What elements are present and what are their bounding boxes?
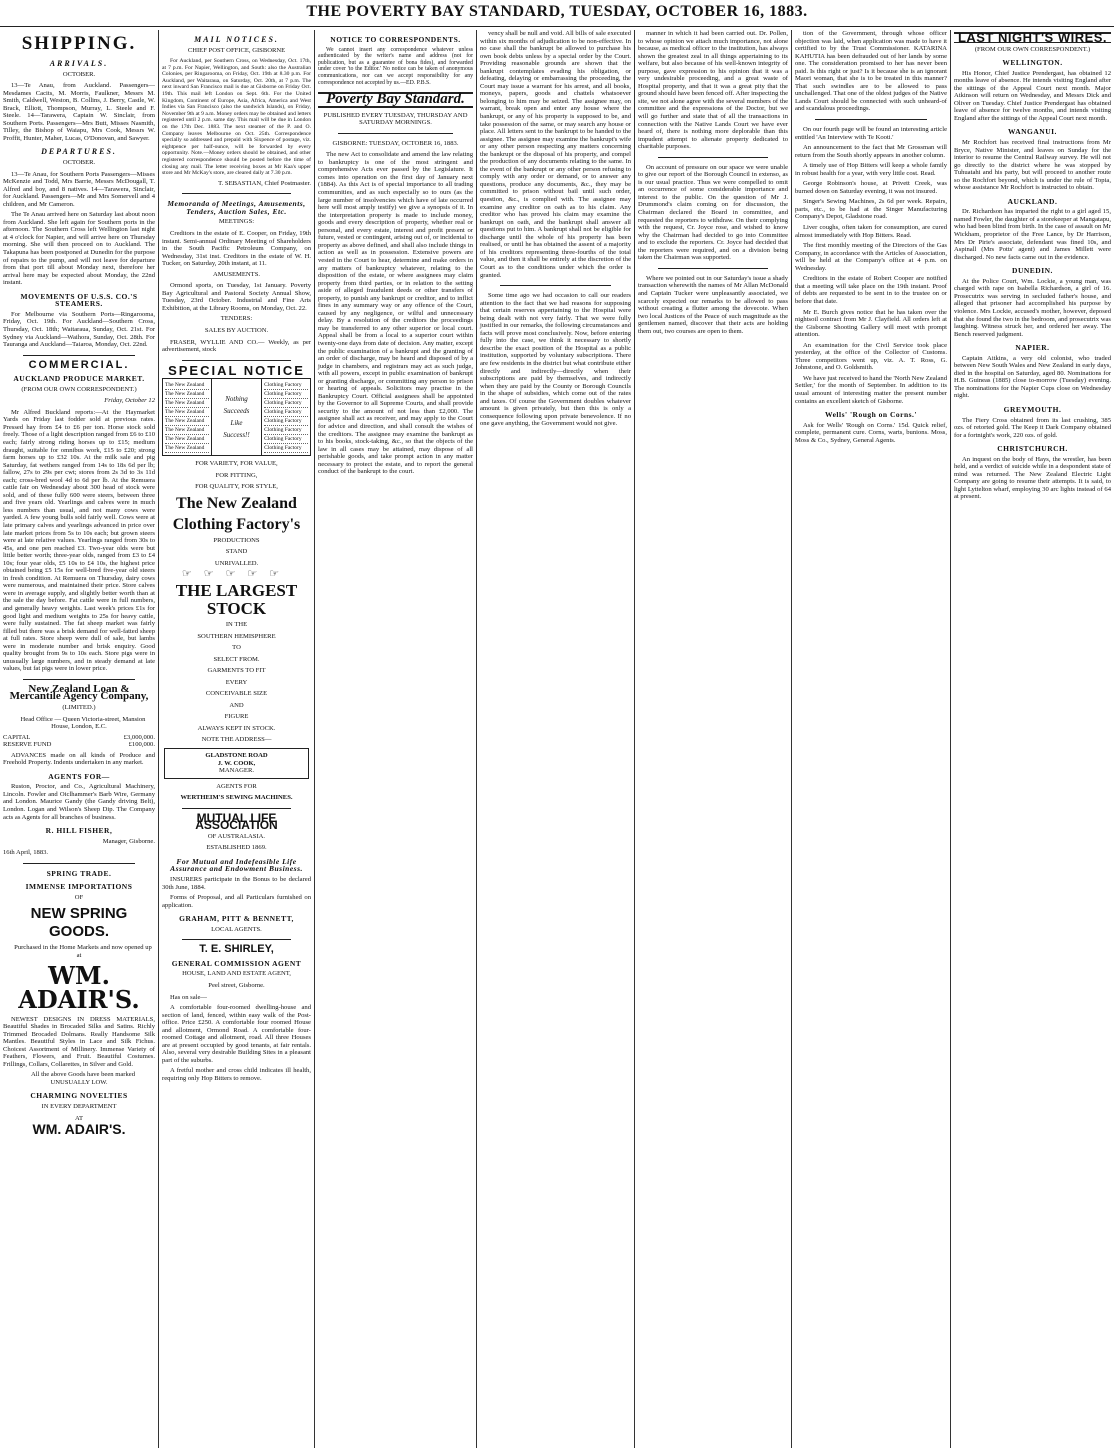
meetings-heading: MEETINGS: (218, 218, 255, 226)
shipping-heading: SHIPPING. (21, 33, 137, 54)
nz-middle (211, 379, 262, 455)
nz-right-item: Clothing Factory (264, 390, 308, 399)
productions: PRODUCTIONS (213, 536, 260, 544)
meetings-text: Creditors in the estate of E. Cooper, on Friday, 19th instant. Semi-annual Ordinary Meeting of Shareholders in the South Pacific Petroleum Company, on Wednesday, 31st inst. Creditors in the estate of W. H. Tucker, on Saturday, 20th instant, at 11. (162, 229, 311, 268)
every-dept: IN EVERY DEPARTMENT (41, 1102, 117, 1110)
stand: STAND (225, 548, 248, 556)
notice-correspondents-heading: NOTICE TO CORRESPONDENTS. (330, 35, 461, 44)
peel-street: Peel street, Gisborne. (208, 981, 265, 989)
auckland-text: Dr. Richardson has imparted the right to a girl aged 15, named Fowler, the daughter of a storekeeper at Mangatapu, who had been blind from birth. In the case of assault on Mr Wickham, proprietor of the Free Lance, by Dr Harrison, Mrs Dr Pirie's associate, defendant was fined 10s, and Aspinall (Mrs Potts' agent) and James Millett were discharged. No new facts came out in the evidence. (954, 208, 1111, 261)
loan-company-title: New Zealand Loan & Mercantile Agency Company, (9, 682, 149, 703)
departures-heading: DEPARTURES. (41, 147, 117, 157)
nz-right-item: Clothing Factory (264, 399, 308, 408)
unrivalled: UNRIVALLED. (214, 559, 259, 567)
departures-text: 13—Te Anau, for Southern Ports Passengers—Misses McKenzie and Todd, Mrs Barrie, Messrs McDougall, T. Alfred and boy, and 8 natives. 14—Tarawera, Sinclair, for Auckland. Passengers—Mr and Mrs Somervell and 4 children, and Mr Cameron. (3, 170, 155, 208)
news-item: A timely use of Hop Bitters will keep a whole family in robust health for a year, with very little cost. Read. (795, 162, 947, 177)
wires-source: (FROM OUR OWN CORRESPONDENT.) (974, 45, 1091, 53)
nz-right-item: Clothing Factory (264, 426, 308, 435)
arrivals-heading: ARRIVALS. (49, 59, 109, 68)
market-heading: AUCKLAND PRODUCE MARKET. (13, 374, 145, 384)
published-schedule: PUBLISHED EVERY TUESDAY, THURSDAY AND SATURDAY MORNINGS. (323, 111, 468, 127)
to-label: TO (232, 644, 241, 652)
nz-left-item: The New Zealand (165, 381, 209, 390)
notice-correspondents-text: We cannot insert any correspondence whatever unless authenticated by the writer's name and address (not for publication, but as a guarantee of bona fides), and forwarded under cover 'to the Editor.' No notice can be taken of anonymous communications, nor can we accept responsibility for any correspondence not accepted by us.—ED. P.B.S. (318, 46, 473, 86)
house-land: HOUSE, LAND AND ESTATE AGENT, (182, 970, 291, 978)
manager-label: MANAGER. (219, 767, 254, 775)
southern-hemisphere: SOUTHERN HEMISPHERE (197, 632, 276, 640)
sales-heading: SALES BY AUCTION. (204, 326, 269, 334)
nz-right-list (262, 379, 310, 455)
nz-right-item: Clothing Factory (264, 435, 308, 444)
garments-to-fit: GARMENTS TO FIT (207, 667, 266, 675)
divider (500, 285, 611, 286)
capital-value: £3,000,000. (123, 733, 155, 741)
fisher-role: Manager, Gisborne. (102, 837, 155, 845)
bankruptcy-text: vency shall be null and void. All bills of sale executed within six months of adjudication to be non-effective. In no case shall the bankrupt be allowed to purchase his own book debts unless by a special order by the Court. Providing reasonable grounds are shown that the bankrupt contemplates evading his obligation, or defeating, delaying or embarrassing the proceeding, the Court may issue a warrant for his arrest, and all books, moneys, papers, goods and chattels whatsoever belonging to him may be seized. The assignee may, on warrant, break open and enter any house where the bankrupt, or any of his property is supposed to be, and take possession of the same, or may search any house or place. All letters sent to the bankrupt to be handed to the assignee. The assignee may examine the bankrupt's wife or any other person respecting any matters concerning the bankrupt or the disposal of his property, and compel the production of any documents relating to the same. In the event of the bankrupt or any other person refusing to comply with any order or demand, or to answer any questions, produce any documents, &c., they may be committed to prison without bail until such order, question, &c., is complied with. The assignee may examine any creditor on oath as to his claim. Any creditor who has proved his claim may examine the bankrupt on oath, and the bankrupt shall answer all questions put to him. A bankrupt shall not be eligible for discharge until the whole of his property has been realised, or until he has obtained the assent of a majority of his creditors representing three-fourths of the total value, and then it shall be entirely at the discretion of the Court as to the conditions under which the order is granted. (480, 30, 631, 279)
agents-heading: AGENTS FOR— (48, 771, 110, 781)
local-agents: LOCAL AGENTS. (211, 925, 262, 933)
hospital-reserve-text: manner in which it had been carried out. Dr. Pollen, to whose opinion we attach much importance, not alone because, as medical officer to the institution, has always shown the greatest zeal in all things appertaining to its welfare, but also because of his well-known integrity of purpose, gave expression to his opinion that it was a very undesirable proceeding, and a great waste of Hospital property, and that it was a great pity that the ground should have been fenced off. After inspecting the site, we not alone agree with the several members of the committee and the expressions of the Doctor, but we will go further and state that of all the transactions in connection with the Native Lands Court we have ever heard of, there is nothing more deplorable than this impudent attempt to alienate property dedicated to charitable purposes. (638, 30, 788, 151)
nz-right-item: Clothing Factory (264, 381, 308, 390)
nz-left-item: The New Zealand (165, 435, 209, 444)
borough-council-text: On account of pressure on our space we were unable to give our report of the Borough Council in extenso, as is our usual practice. Thus we were compelled to omit an occurrence of some considerable importance and interest to the public. On the question of Mr J. Drummond's claim coming on for discussion, the Chairman declared the Board in committee, and requested the reporters to withdraw. On their complying with the request, Cr. Joyce rose, and wished to know why the Chairman had decided to go into Committee and to exclude the reporters. Cr. Joyce had decided that the reporters were required, and on a division being taken the Chairman was supported. (638, 163, 788, 262)
column-3 (315, 30, 476, 1448)
always-in-stock: ALWAYS KEPT IN STOCK. (197, 724, 276, 732)
katarina-text: tion of the Government, through whose officer objection was laid, when application was made to have it certified to by the Trust Commissioner. KATARINA KAHUTIA has been defrauded out of her lands by some one. The consideration promised to her has never been paid. Is this right or just? Is it because she is an ignorant Maori woman, that she is to be treated in this manner? That such swindles are to be allowed to pass unchallenged. That one of the oldest judges of the Native Lands Court should be connected with such unheard-of and scandalous proceedings. (795, 30, 947, 113)
reserve-label: RESERVE FUND (3, 741, 52, 749)
nz-left-item: The New Zealand (165, 426, 209, 435)
nz-mid-line: Like (230, 419, 243, 428)
loan-text: ADVANCES made on all kinds of Produce and Freehold Property. Indents undertaken in any market. (3, 751, 155, 767)
amusements-text: Ormond sports, on Tuesday, 1st January. Poverty Bay Agricultural and Pastoral Society Annual Show, Tuesday, 23rd October. Industrial and Fine Arts Exhibition, at the Library Rooms, on Monday, Oct. 22. (162, 282, 311, 312)
graham-pitt: GRAHAM, PITT & BENNETT, (179, 914, 294, 924)
adairs-footer: WM. ADAIR'S. (32, 1121, 126, 1138)
divider (815, 119, 927, 120)
paper-title: Poverty Bay Standard. (318, 92, 473, 108)
nz-right-item: Clothing Factory (264, 417, 308, 426)
rough-on-corns-text: Ask for Wells' 'Rough on Corns.' 15d. Quick relief, complete, permanent cure. Corns, warts, bunions. Moss, Moss & Co., Sydney, General Agents. (795, 421, 947, 444)
of-australasia: OF AUSTRALASIA. (207, 832, 266, 840)
news-item: Creditors in the estate of Robert Cooper are notified that a meeting will take place on the 19th instant. Proof of debts are requested to be sent in to the trustee on or before that date. (795, 275, 947, 305)
divider (23, 863, 135, 864)
divider (182, 808, 291, 809)
forms-text: Forms of Proposal, and all Particulars furnished on application. (162, 894, 311, 909)
wanganui-heading: WANGANUI. (1008, 127, 1057, 137)
divider (658, 157, 768, 158)
tenders-heading: TENDERS: (220, 315, 253, 323)
gladstone-road: GLADSTONE ROAD (205, 752, 268, 760)
charming-novelties: CHARMING NOVELTIES (30, 1091, 128, 1101)
jw-cook: J. W. COOK, (217, 759, 256, 767)
movements-heading: MOVEMENTS OF U.S.S. CO.'S STEAMERS. (20, 291, 138, 309)
wanganui-text: Mr Rochfort has received final instructions from Mr Bryce, Native Minister, and leaves on Sunday for the interior to resume the Central Railway survey. He will not go directly to the district where he was stopped by Tuhuatahi and his party, but will proceed to another route so the Rochfort beyond, which is under the rule of Topia, whose assistance Mr Rochfort is instructed to obtain. (954, 139, 1111, 192)
column-4 (477, 30, 634, 1448)
of-label: OF (74, 893, 84, 901)
in-the: IN THE (225, 621, 248, 628)
nz-cf-title-1: The New Zealand (176, 494, 297, 512)
nz-left-item: The New Zealand (165, 417, 209, 426)
nz-left-item: The New Zealand (165, 399, 209, 408)
divider (182, 939, 291, 940)
nz-mid-line: Nothing (225, 395, 248, 404)
nz-right-item: Clothing Factory (264, 444, 308, 453)
movements-text: For Melbourne via Southern Ports—Ringarooma, Friday, Oct. 19th. For Auckland—Southern Cross, Thursday, Oct. 18th; Waitaraua, Sunday, Oct. 21st. For Sydney via Auckland—Waihora, Sunday, Oct. 28th. For Tauranga and Auckland—Taiaroa, Monday, Oct. 22nd. (3, 310, 155, 349)
wertheim: WERTHEIM'S SEWING MACHINES. (180, 794, 293, 802)
spring-trade: SPRING TRADE. (46, 868, 112, 878)
dunedin-heading: DUNEDIN. (1012, 266, 1053, 276)
special-notice: SPECIAL NOTICE (168, 362, 305, 378)
column-2 (159, 30, 314, 1448)
news-item: Singer's Sewing Machines, 2s 6d per week. Repairs, parts, etc., to be had at the Singer Manufacturing Company's Depot, Gladstone road. (795, 198, 947, 221)
news-item: On our fourth page will be found an interesting article entitled 'An Interview with Te Kooti.' (795, 126, 947, 141)
market-source: (FROM OUR OWN CORRESPONDENT.) (21, 385, 137, 393)
christchurch-heading: CHRISTCHURCH. (997, 444, 1068, 454)
arrivals-month: OCTOBER. (62, 70, 96, 78)
hospital-text: Some time ago we had occasion to call our readers attention to the fact that we had reasons for supposing that certain reserves appertaining to the Hospital were being dealt with not very fairly. That we were fully justified in our remarks, the following circumstances and facts will prove most conclusively. Now, before entering fully into the case, we think it necessary to shortly describe the exact position of the Hospital as a public institution, supported by voluntary subscriptions. There are few residents in the district but what contribute either directly and indirectly—directly when their subscriptions are paid by themselves, and indirectly when they are paid by the County or Borough Councils in the shape of subsidies, which come out of the rates and taxes. Of course the Government doubles whatever amount is given privately, but then this is only a consequence following upon private benevolence. If no one gave anything, the Government would not give. (480, 292, 631, 428)
wellington-heading: WELLINGTON. (1002, 58, 1063, 68)
market-date: Friday, October 12 (104, 397, 155, 405)
news-item: An examination for the Civil Service took place yesterday, at the office of the Collector of Customs. Three competitors went up, viz. A. T. Ross, G. Johnstone, and O. Goldsmith. (795, 341, 947, 372)
for-quality: FOR QUALITY, FOR STYLE, (195, 483, 278, 491)
mutual-sub: For Mutual and Indefeasible Life Assurance and Endowment Business. (170, 856, 303, 874)
mail-text: For Auckland, per Southern Cross, on Wednesday, Oct. 17th, at 7 p.m. For Napier, Wellington, and South: also the Australian Colonies, per Ringarooma, on Friday, Oct. 19th at 8.30 p.m. For Auckland, per Waitaraua, on Saturday, Oct. 20th, at 7 p.m. The next inward San Francisco mail is due at Gisborne on Friday Oct. 19th. This mail left London on Sept. 6th. For the United Kingdom, Continent of Europe, Asia, Africa, America and West Indies via San Francisco (also the sandwich Islands), on Friday, November 9th at 9 a.m. Money orders may be obtained and letters registered until 2 p.m. same day. This mail will be due in London on the 17th Dec. 1883. The next steamer of the P. and O. Company leaves Melbourne on Oct. 25th. Correspondence specially so addressed and prepaid with Sixpence of postage, viz. eightpence per half-ounce, will be forwarded by every opportunity. Note.—Money orders should be obtained, and other registered correspondence should be posted before the time of closing any mail. The letter receiving boxes at Mr Kaa's upper store and Mr McKay's store, are cleared daily at 7.30 p.m. (162, 58, 311, 177)
editorial-text: The new Act to consolidate and amend the law relating to bankruptcy is one of the most stringent and comprehensive Acts ever passed by the Legislature. It comes into operation on the first day of January next (1884). As this Act is of special importance to all trading communities, and as such especially so to ours (as the large number of insolvencies which have of late occurred here will most amply testify) we give a synopsis of it. In the interpretation property is made to include money, goods and every description of property, whether real or personal, and every estate, interest and profit present or future, vested or contingent, arising out of, or incidental to property as above defined, and shall also include things in action as well as in possession. Extensive powers are vested in the Court to hear, determine and make orders in any matters of bankruptcy whatever, relating to the disposition of the estate, or where assignees may claim property from third parties, or in relation to the setting aside of alleged fraudulent deeds or other transfers of property, to punish any bankrupt or creditor, and to inflict fines in any summary way or any offence of the Court, caused by any negligence, or wilful and unnecessary delay. By a resolution of the creditors the proceedings may be transferred to any other superior or local court. Appeal shall be from a local to a superior court within twenty-one days from date of decision. Any matter, except the public examination of a bankrupt and the granting of an order of discharge, may be heard and disposed of by a judge in chambers, and registrars may act as such judge, with all powers, except in public examination of bankrupt or granting discharge, or committing any person to prison or hearing of appeals. Solicitors may practise in the Bankruptcy Court. Official assignees shall be appointed by the Governor to all Supreme Courts, and shall provide security to the amount of not less than £2,000. The assignee shall act as receiver, and may apply to the Court for advice and direction, and shall consult the wishes of the creditors. The assignee may examine the bankrupt as to his books, stock-taking, &c., so that the objects of the law in all cases may be attained, may dispose of all perishable goods, and take prompt action in any matter necessary to protect the estate, and to report the general conduct of the bankrupt to the court. (318, 151, 473, 476)
news-item: George Robinson's house, at Privett Creek, was burned down on Saturday evening, it was not insured. (795, 180, 947, 195)
market-text: Mr Alfred Buckland reports:—At the Haymarket Yards on Friday last fodder sold at previous rates. Pressed hay from £4 to £6 per ton. Horse stock sold freely. Those of a light description ranged from £6 to £10 each; fairly strong riding horses up to £15; medium draught, suitable for omnibus work, £15 to £20; strong farm horses up to £32 10s. At the milk sale and pig Saturday, fat wethers ranged from 14s to 18s 6d per lb; fallow, 27s to 29s per cwt; stores from 2s 3d to 3s 11d each; cross-bred wool 4d to 6d per lb. At the Remuera cattle fair on Wednesday about 300 head of stock were sold, and of these fully 600 were steers, between three and five years old. Yearlings and calves were in much less numbers than usual, and not many cows were yarded. A few young bulls sold fairly well. Cows were at late primary calves and yearlings advanced in price over late market prices from 5s to 10s each; but grown steers were at late relative values. Yearlings ranged from 30s to 45s, and one pen reached £3. Two-year olds were but little better worth; three-year olds, ranged from £3 to £4 10s; four year olds, £5 10s to £4 10s, the highest price obtained being £5 15s for well-bred five-year old steers in fresh condition. At Remuera on Thursday, dairy cows were numerous, and maintained their price. Store calves were in average supply, and slightly better worth than at the sale the day before. Fat cattle were in full numbers, and generally heavy weights. Last week's prices £1s for good light and medium weights to 25s for heavy cattle, were fully sustained. The fat sheep market was fairly filled but there was a brisk demand for well-fatted sheep at full rates. Store sheep were dull of sale, but lambs were in moderate number and brisk enquiry. Good quality brought from 9s to 10s each. Store pigs were in unusually large numbers, and in steady demand at late values, but fat pigs were in lower price. (3, 408, 155, 673)
greymouth-text: The Fiery Cross obtained from its last crushing, 385 ozs. of retorted gold. The Keep it Dark Company obtained for a fortnight's work, 220 ozs. of gold. (954, 416, 1111, 439)
commercial-heading: COMMERCIAL. (28, 358, 130, 371)
divider (338, 133, 453, 134)
dunedin-text: At the Police Court, Wm. Lockie, a young man, was charged with rape on Isabella Richardson, a girl of 16. Prosecutrix was serving in secluded father's house, and alleged that prisoner had accomplished his purpose by violence. Mrs Lockie, accused's mother, however, deposed that she found the two in the bedroom, and prosecutrix was laughing. Witness struck her, and ordered her away. The Bench reserved judgment. (954, 277, 1111, 338)
column-6 (792, 30, 950, 1448)
capital-label: CAPITAL (3, 733, 31, 741)
rough-on-corns-heading: Wells' 'Rough on Corns.' (824, 410, 918, 420)
news-item: The first monthly meeting of the Directors of the Gas Company, in accordance with the Articles of Association, will be held at the Company's office at 4 p.m. on Wednesday. (795, 242, 947, 272)
divider (182, 193, 291, 194)
wellington-text: His Honor, Chief Justice Prendergast, has obtained 12 months leave of absence. He intends visiting England after the sittings of the Appeal Court next month. Major Atkinson will return on Wednesday, and Messrs Dick and Oliver on Tuesday. Chief Justice Prendergast has obtained leave of absence for twelve months, and intends visiting England after the sittings of the Appeal Court next month. (954, 69, 1111, 122)
mutual-life-title: MUTUAL LIFE ASSOCIATION (195, 810, 278, 833)
has-on-sale: Has on sale— (170, 993, 207, 1001)
arrivals-text: 13—Te Anau, from Auckland. Passengers—Mesdames Cacits, M. Morris, Faulkner, Messrs M. Smith, Caldwell, Weston, B. Collins, J. Berry, Castle, W. Brack, Elliott, Thompson, Murray, L. Steele and F. Steele. 14—Tarawera, Captain W. Sinclair, from Southern Ports. Passengers—Mrs Butt, Misses Nasmith, Tilley, the Bishop of Waiapu, Mrs Cook, Messrs W. Proffit, Hunter, Maher, Lucas, O'Donovan, and Sawyer. (3, 82, 155, 142)
tenders-text: FRASER, WYLLIE AND CO.— Weekly, as per advertisement, stock (162, 338, 311, 354)
capital-line (3, 734, 155, 742)
napier-heading: NAPIER. (1015, 343, 1050, 353)
fisher-date: 16th April, 1883. (3, 849, 49, 857)
immense-importations: IMMENSE IMPORTATIONS (25, 882, 133, 892)
shipping-notes: The Te Anau arrived here on Saturday last about noon from Auckland. She left again for Southern ports in the afternoon. The Southern Cross left Wellington last night at 4 o'clock for Napier, and will arrive here on Thursday morning. She will then proceed on to Auckland. The Takapuna has been postponed at Dunedin for the purpose of repairs to the pump, and will not leave for departure from that port till about Monday next, therefore her arrival here may be expected about Monday, the 22nd instant. (3, 211, 155, 287)
nz-mid-line: Success!! (223, 431, 250, 440)
address-box (164, 748, 309, 779)
shirley-name: T. E. SHIRLEY, (199, 943, 274, 956)
every-label: EVERY (225, 678, 248, 686)
nz-mid-line: Succeeds (223, 407, 250, 416)
for-variety: FOR VARIETY, FOR VALUE, (195, 460, 278, 468)
greymouth-heading: GREYMOUTH. (1003, 404, 1062, 414)
nz-left-item: The New Zealand (165, 390, 209, 399)
nz-left-item: The New Zealand (165, 408, 209, 417)
column-7 (951, 30, 1114, 1448)
news-item: An announcement to the fact that Mr Grossman will return from the South shortly appears in another column. (795, 144, 947, 159)
adairs-title: WM. ADAIR'S. (18, 960, 140, 1014)
auckland-heading: AUCKLAND. (1007, 196, 1058, 206)
shady-transaction-text: Where we pointed out in our Saturday's issue a shady transaction wherewith the names of Mr Allan McDonald and Captain Tucker were unpleasantly associated, we scarcely expected our remarks to be allowed to pass without creating a flutter among the dovecote. When two local Justices of the Peace of such magnitude as the gentlemen named, discover that their acts are holding them out, two courses are open to them. (638, 274, 788, 335)
sale-text: A comfortable four-roomed dwelling-house and section of land, fenced, within easy walk of the Post-office. Price £250. A comfortable four roomed House and allotment, Ormond Road. A comfortable four-roomed Cottage and allotment, road. All three Houses are at present occupied by good tenants, at fair rentals. Also, several very desirable Building Sites in a pleasant part of the suburbs. (162, 1004, 311, 1064)
largest-stock: THE LARGEST STOCK (175, 581, 298, 618)
nz-cf-title-2: Clothing Factory's (172, 515, 301, 533)
christchurch-text: An inquest on the body of Hays, the wrestler, has been held, and a verdict of suicide while in a despondent state of mind was returned. The New Zealand Electric Light Company are going to resume their attempts. It is said, to light Lyttelton wharf, employing 30 arc lights instead of 64 at present. (954, 455, 1111, 501)
news-item: Liver coughs, often taken for consumption, are cured almost immediately with Hop Bitters. Read. (795, 224, 947, 239)
all-above-text: All the above Goods have been marked UNUSUALLY LOW. (31, 1071, 135, 1086)
designs-text: NEWEST DESIGNS IN DRESS MATERIALS, Beautiful Shades in Brocaded Silks and Satins. Richly Trimmed Brocaded Dolmans. Really Handsome Silk Mantles. Beautiful Styles in Lace and Silk Fichus. Choicest Assortment of Millinery. Immense Variety of Feathers, Flowers, and Fruit. Beautiful Costumes. Frillings, Collars, Collarettes, in Silver and Gold. (3, 1015, 155, 1068)
at-label: AT (74, 1114, 84, 1122)
mail-office: CHIEF POST OFFICE, GISBORNE (187, 46, 286, 54)
conceivable-size: CONCEIVABLE SIZE (205, 690, 268, 698)
fisher-name: R. HILL FISHER, (45, 826, 113, 836)
masthead: THE POVERTY BAY STANDARD, TUESDAY, OCTOBER 16, 1883. (0, 0, 1114, 27)
agents-for: AGENTS FOR (216, 782, 257, 790)
last-nights-wires-heading: LAST NIGHT'S WIRES. (954, 32, 1111, 43)
figure-label: FIGURE (224, 713, 249, 721)
divider (658, 268, 768, 269)
commission-agent: GENERAL COMMISSION AGENT (171, 958, 302, 968)
news-item: Mr E. Burch gives notice that he has taken over the nightsoil contract from Mr J. Clayfield. All orders left at the Gisborne Shooting Gallery will meet with prompt attention. (795, 308, 947, 339)
pointing-hand-icon: ☞☞☞☞☞ (181, 568, 292, 581)
fretful-text: A fretful mother and cross child indicates ill health, requiring only Hop Bitters to remove. (162, 1067, 311, 1082)
divider (182, 360, 291, 361)
reserve-value: £100,000. (128, 741, 155, 749)
news-item: We have just received to hand the 'North New Zealand Settler,' for the month of September. In addition to its usual amount of interesting matter the present number contains an excellent sketch of Gisborne. (795, 374, 948, 405)
reserve-line (3, 741, 155, 749)
dateline: GISBORNE: TUESDAY, OCTOBER 16, 1883. (332, 139, 459, 147)
nz-left-item: The New Zealand (165, 444, 209, 453)
departures-month: OCTOBER. (62, 159, 96, 167)
column-1 (0, 30, 158, 1448)
and-label: AND (229, 701, 244, 709)
spring-goods: NEW SPRING GOODS. (30, 905, 128, 941)
for-fitting: FOR FITTING, (215, 471, 258, 479)
napier-text: Captain Aitkins, a very old colonist, who traded between New South Wales and New Zealand in early days, died in the hospital on Saturday, aged 80. Nominations for H.B. Guineas (1885) close to-morrow (Tuesday) evening. The nominations for the Napier Cups close on Wednesday night. (954, 354, 1111, 400)
nz-right-item: Clothing Factory (264, 408, 308, 417)
purchased-text: Purchased in the Home Markets and now opened up at (14, 944, 152, 959)
mail-notices-heading: MAIL NOTICES. (194, 35, 279, 44)
memoranda-heading: Memoranda of Meetings, Amusements, Tenders, Auction Sales, Etc. (167, 199, 306, 216)
mail-signature: T. SEBASTIAN, Chief Postmaster. (218, 179, 311, 187)
established: ESTABLISHED 1869. (206, 844, 267, 852)
nz-clothing-grid (162, 378, 311, 456)
amusements-heading: AMUSEMENTS. (212, 270, 261, 278)
select-from: SELECT FROM. (213, 655, 260, 663)
loan-office: Head Office — Queen Victoria-street, Mansion House, London, E.C. (20, 715, 146, 731)
column-5 (635, 30, 791, 1448)
note-address: NOTE THE ADDRESS— (201, 736, 272, 744)
nz-left-list (163, 379, 211, 455)
loan-company-sub: (LIMITED.) (62, 704, 96, 712)
agents-text: Ruston, Proctor, and Co., Agricultural Machinery, Lincoln. Fowler and Oiclhammer's Barb Wire, Germany and London. Maurice Gandy (the Gandy driving Belt), London. Logan and Wilson's Sheep Dip. The Company acts as Agents for all branches of business. (3, 783, 155, 821)
divider (23, 679, 135, 680)
divider (23, 355, 135, 356)
insurers-text: INSURERS participate in the Bonus to be declared 30th June, 1884. (162, 876, 311, 891)
